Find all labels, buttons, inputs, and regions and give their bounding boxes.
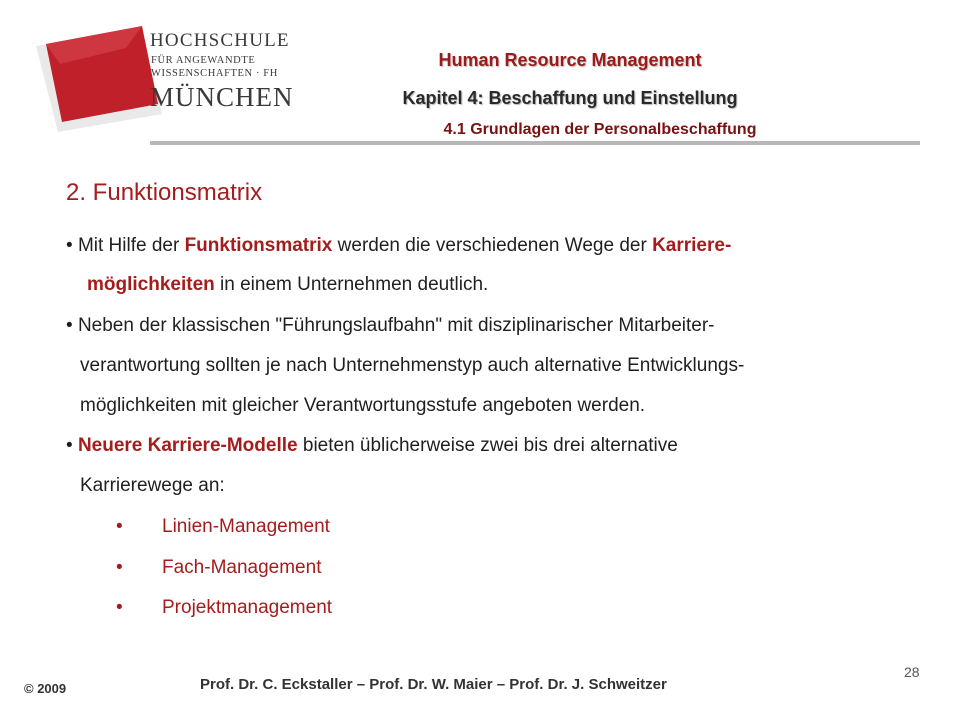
bullet: • [66, 315, 73, 336]
header-divider [150, 141, 920, 145]
sub-bullet: • [116, 597, 123, 618]
p1-highlight-karriere: Karriere- [652, 235, 732, 256]
chapter-title: Kapitel 4: Beschaffung und Einstellung [402, 88, 738, 108]
list-item-projektmanagement: Projektmanagement [162, 597, 333, 618]
list-item-linien-management: Linien-Management [162, 516, 330, 537]
paragraph-1-line-1 [66, 235, 731, 257]
page-number: 28 [904, 664, 920, 680]
footer-copyright: © 2009 [24, 681, 67, 696]
p1-text-a: Mit Hilfe der [77, 235, 185, 256]
logo-line-hochschule: HOCHSCHULE [150, 30, 290, 51]
paragraph-2-line-3: möglichkeiten mit gleicher Verantwortungsstufe angeboten werden. [80, 395, 646, 416]
p3-text-b: bieten üblicherweise zwei bis drei alternative [297, 435, 678, 456]
paragraph-3-line-2: Karrierewege an: [80, 475, 225, 496]
logo-line-muenchen: MÜNCHEN [150, 82, 294, 112]
course-title: Human Resource Management [438, 50, 702, 70]
sub-bullet: • [116, 557, 123, 578]
footer-authors: Prof. Dr. C. Eckstaller – Prof. Dr. W. Maier – Prof. Dr. J. Schweitzer [200, 676, 667, 693]
paragraph-2-line-1 [66, 315, 715, 337]
p3-highlight-neuere-modelle: Neuere Karriere-Modelle [77, 435, 298, 456]
p2-text-l1: Neben der klassischen "Führungslaufbahn" mit disziplinarischer Mitarbeiter- [77, 315, 715, 336]
list-item-fach-management: Fach-Management [162, 557, 322, 578]
paragraph-3-line-1 [66, 435, 678, 457]
paragraph-1-line-2 [87, 274, 488, 296]
paragraph-2-line-2: verantwortung sollten je nach Unternehmenstyp auch alternative Entwicklungs- [80, 355, 745, 376]
p1-highlight-moeglichkeiten: möglichkeiten [87, 274, 215, 295]
bullet: • [66, 435, 73, 456]
logo-line-fuer-angewandte: FÜR ANGEWANDTE [151, 55, 256, 66]
logo-line-wissenschaften: WISSENSCHAFTEN · FH [151, 68, 278, 79]
p1-text-f: in einem Unternehmen deutlich. [214, 274, 489, 295]
p1-text-c: werden die verschiedenen Wege der [332, 235, 653, 256]
p1-highlight-funktionsmatrix: Funktionsmatrix [184, 235, 333, 256]
slide-title: 2. Funktionsmatrix [66, 179, 263, 206]
section-title-header: 4.1 Grundlagen der Personalbeschaffung [443, 121, 757, 138]
bullet: • [66, 235, 73, 256]
sub-bullet: • [116, 516, 123, 537]
